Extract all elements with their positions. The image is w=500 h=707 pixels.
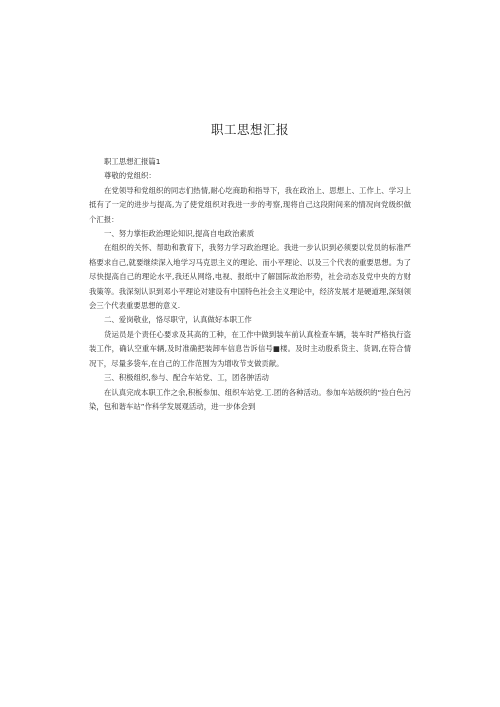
- paragraph: 在党领导和党组织的同志们热情,耐心圪商助和指导下，我在政治上、思想上、工作上、学习上抵有了一定的进步与提高,为了使党组织对我进一步的考察,现将自己这段附间来的情况向党级织做个汇报：: [89, 185, 411, 224]
- paragraph: 在认真完成本职工作之余,积板参加、组织车站党.工.团的各种活动。参加车站级织的“捡白色污染，包和谐车站”作科学发展观活动，进一步体会到: [89, 387, 411, 411]
- section-heading: 三、积极组织,参与、配合车站党、工，团各肿活动: [104, 373, 269, 383]
- section-label: 职工思想汇报篇1: [104, 157, 161, 166]
- section-heading: 一、努力掌拒政治理论知识,提高自电政治素质: [104, 229, 255, 239]
- document-body: [89, 155, 411, 414]
- paragraph: 在组织的关怀、帮助和教育下，我努力学习政治理论。我进一步认识到必须要以党员的标准严格要求自己,就要继续深入地学习马克思主义的理论、而小平理论、以及三个代表的重要思想。为了尽快提高自己的理论水平,我还从网络,电视、报纸中了解国际故治形势，社会动态及党中央的方财我策等。我深刻认识到邓小平理论对建设有中国特色社会主义理论中，经济发展才是硬道理,深刻领会三个代表重要思想的意义.: [89, 243, 411, 311]
- paragraph: 货运员是个责任心要求及其高的工种，在工作中做到装车前认真检查车辆，装车时严格执行盗装工作，确认空重车辆,及时准确把装卸车信息告诉信号■楼。及时主动殷系货主、货调,在符合情况下，尽量多袋车,在自己的工作范围为为增收节支做贡献。: [89, 329, 411, 368]
- salutation: 尊敬的党组织：: [104, 171, 156, 181]
- section-heading: 二、爱岗敬业，恪尽职守，认真做好本职工作: [104, 315, 252, 325]
- document-title: 职工思想汇报: [210, 122, 289, 137]
